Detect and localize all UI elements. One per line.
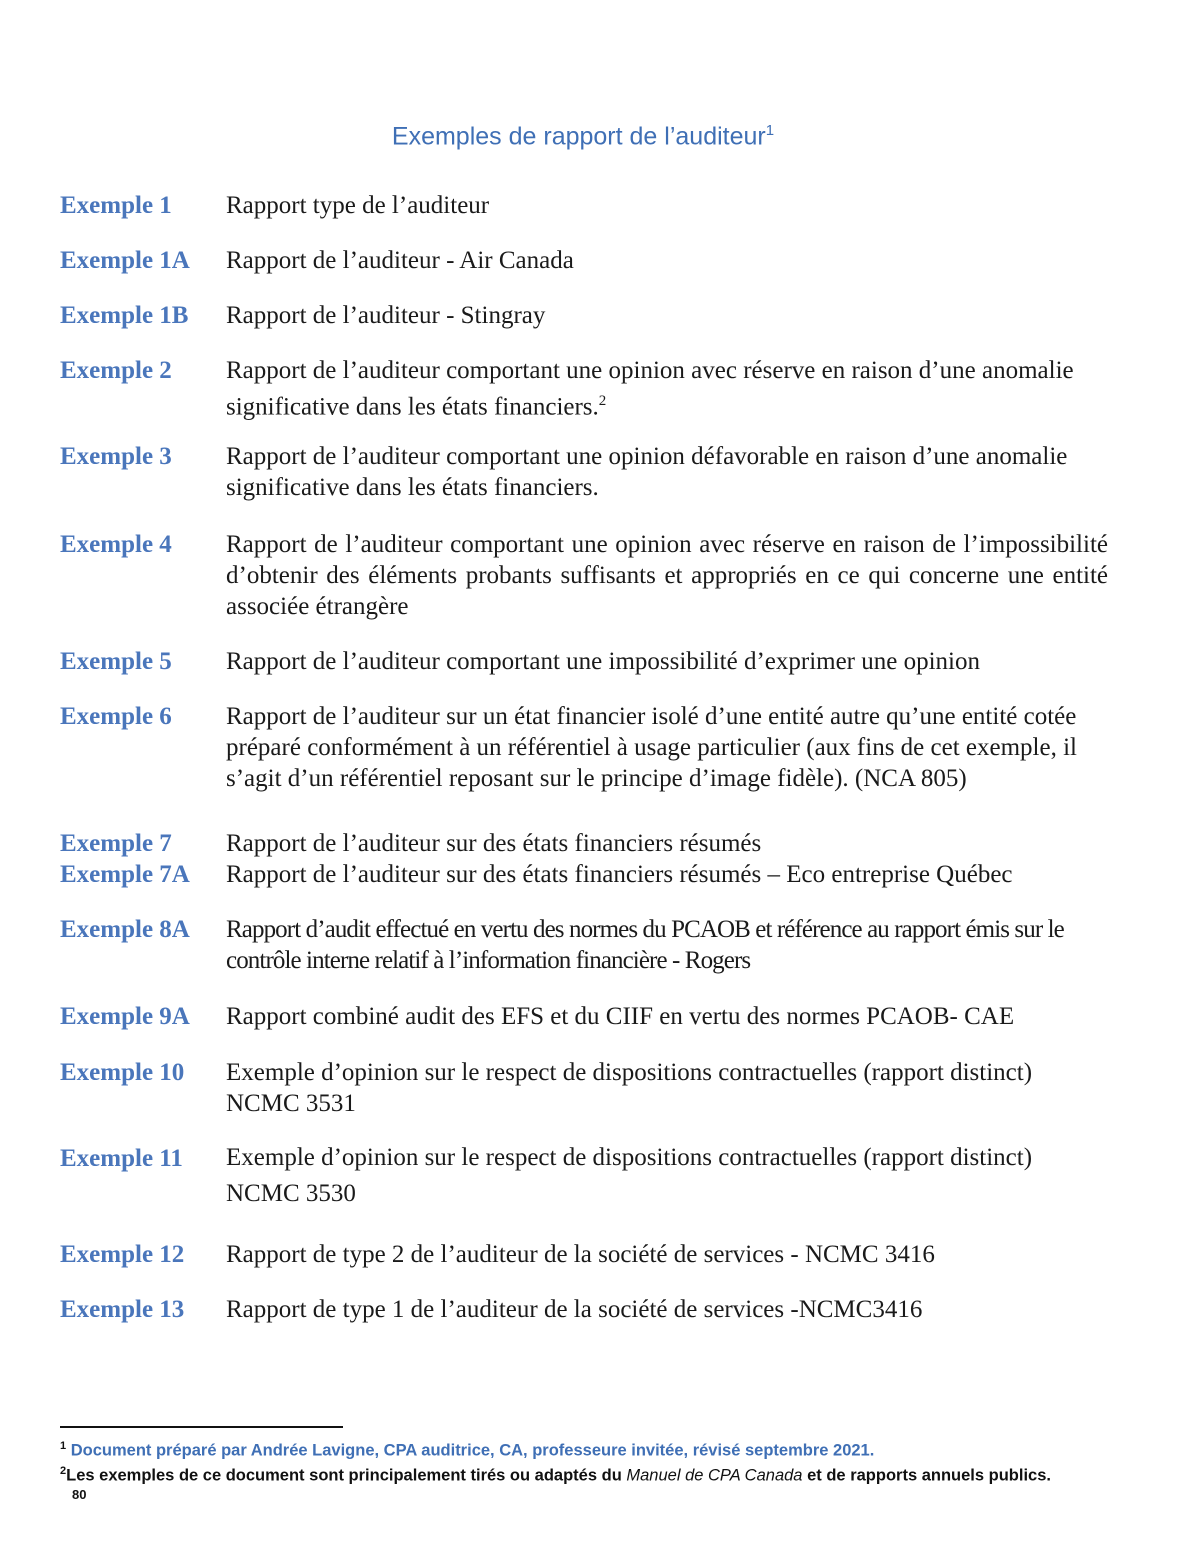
example-label: Exemple 4 xyxy=(60,531,172,558)
example-text: Rapport de l’auditeur - Stingray xyxy=(226,302,546,329)
example-text: Rapport de type 2 de l’auditeur de la société de services - NCMC 3416 xyxy=(226,1241,935,1268)
footnote-text-end: et de rapports annuels publics. xyxy=(807,1466,1051,1485)
example-label: Exemple 1 xyxy=(60,192,172,219)
example-text: Rapport combiné audit des EFS et du CIIF en vertu des normes PCAOB- CAE xyxy=(226,1003,1015,1030)
example-text: Rapport de l’auditeur sur un état financier isolé d’une entité autre qu’une entité cotée préparé conformément à un référentiel à usage particulier (aux fins de cet exemple, il s’agit d’un référentiel reposant sur le principe d’image fidèle). (NCA 805) xyxy=(226,703,1077,792)
example-label: Exemple 5 xyxy=(60,648,172,675)
footnote-text: Document préparé par Andrée Lavigne, CPA auditrice, CA, professeure invitée, révisé septembre 2021. xyxy=(70,1441,875,1460)
page-title: Exemples de rapport de l’auditeur$^1$ xyxy=(391,122,775,151)
example-label: Exemple 9A xyxy=(60,1003,190,1030)
example-label: Exemple 11 xyxy=(60,1145,183,1172)
example-text: Rapport de l’auditeur comportant une impossibilité d’exprimer une opinion xyxy=(226,648,980,675)
example-text: Rapport de type 1 de l’auditeur de la société de services -NCMC3416 xyxy=(226,1296,923,1323)
footnote-ref-2: 2 xyxy=(598,393,607,409)
example-text: Rapport de l’auditeur comportant une opinion défavorable en raison d’une anomalie significative dans les états financiers. xyxy=(226,443,1068,501)
example-label: Exemple 6 xyxy=(60,703,172,730)
title-footnote-ref: 1 xyxy=(765,122,775,139)
footnote-text: Les exemples de ce document sont principalement tirés ou adaptés du xyxy=(66,1466,622,1485)
footnote-italic-title: Manuel de CPA Canada xyxy=(626,1466,803,1485)
example-text: Rapport type de l’auditeur xyxy=(226,192,490,219)
footnote-2 xyxy=(60,1465,1051,1486)
page-number: 80 xyxy=(72,1487,87,1502)
example-text: Rapport de l’auditeur sur des états financiers résumés – Eco entreprise Québec xyxy=(226,861,1013,888)
example-label: Exemple 1B xyxy=(60,302,189,329)
footnote-1 xyxy=(60,1440,874,1461)
example-text: Exemple d’opinion sur le respect de dispositions contractuelles (rapport distinct) NCMC 3530 xyxy=(226,1144,1033,1207)
example-text: Rapport d’audit effectué en vertu des normes du PCAOB et référence au rapport émis sur le contrôle interne relatif à l’information financière - Rogers xyxy=(226,916,1064,974)
example-label: Exemple 2 xyxy=(60,357,172,384)
footnote-number: 1 xyxy=(60,1440,67,1452)
example-label: Exemple 1A xyxy=(60,247,190,274)
example-text: Rapport de l’auditeur comportant une opinion avec réserve en raison d’une anomalie significative dans les états financiers.$^2$ xyxy=(226,357,1074,421)
footnote-separator xyxy=(60,1426,343,1428)
example-label: Exemple 12 xyxy=(60,1241,185,1268)
example-text: Rapport de l’auditeur - Air Canada xyxy=(226,247,574,274)
example-label: Exemple 8A xyxy=(60,916,190,943)
footnote-number: 2 xyxy=(60,1465,67,1477)
example-text: Exemple d’opinion sur le respect de dispositions contractuelles (rapport distinct) NCMC 3531 xyxy=(226,1059,1033,1117)
example-label: Exemple 3 xyxy=(60,443,172,470)
example-label: Exemple 13 xyxy=(60,1296,185,1323)
example-label: Exemple 7A xyxy=(60,861,190,888)
example-text: Rapport de l’auditeur sur des états financiers résumés xyxy=(226,830,762,857)
example-label: Exemple 10 xyxy=(60,1059,185,1086)
example-label: Exemple 7 xyxy=(60,830,172,857)
example-text: Rapport de l’auditeur comportant une opinion avec réserve en raison de l’impossibilité d’obtenir des éléments probants suffisants et appropriés en ce qui concerne une entité associée étrangère xyxy=(226,531,1108,620)
